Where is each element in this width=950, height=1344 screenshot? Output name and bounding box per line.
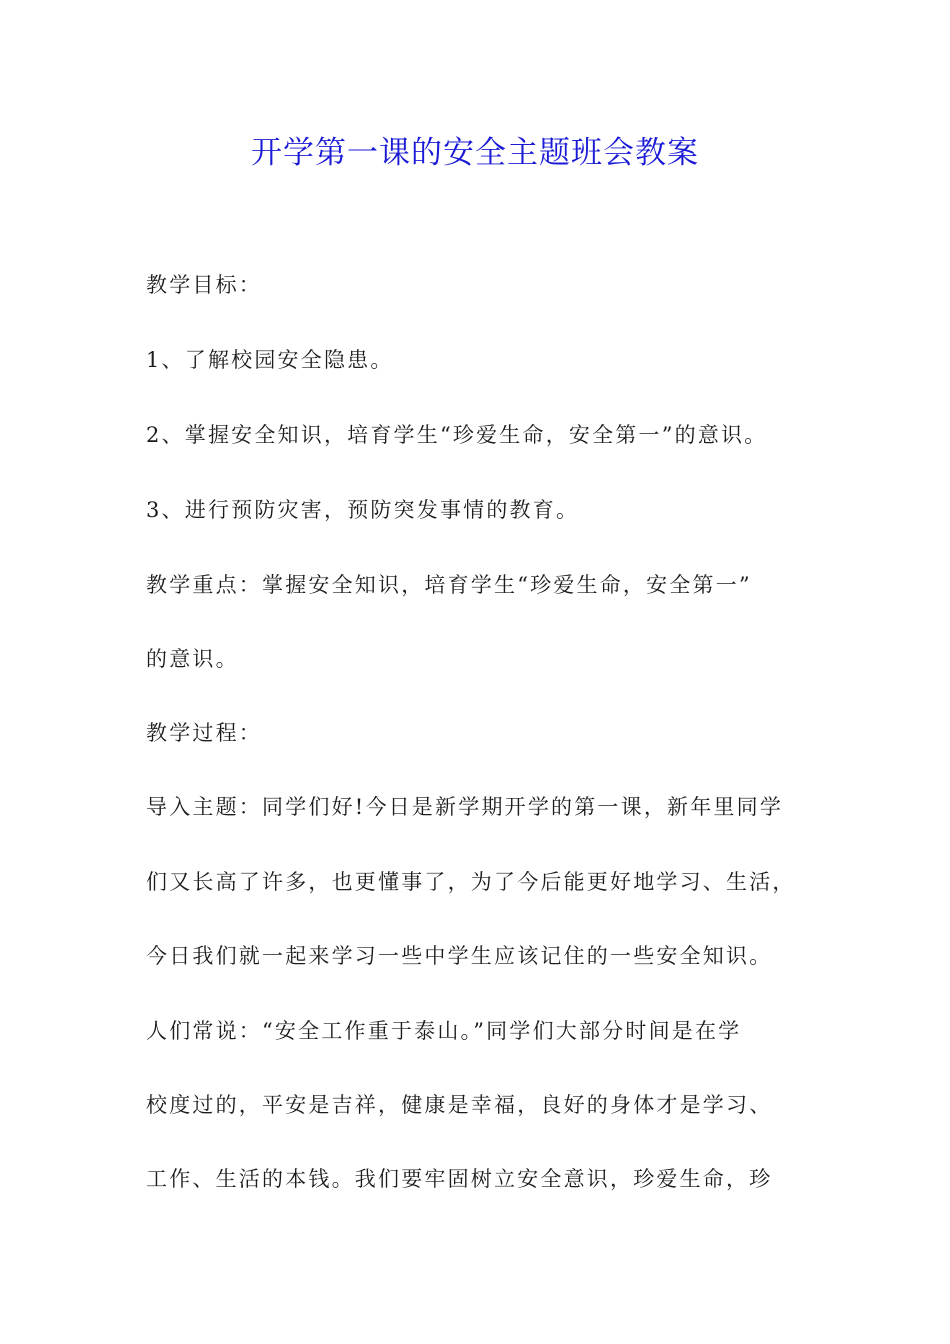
document-title: 开学第一课的安全主题班会教案 [251, 135, 699, 171]
paragraph-line: 人们常说：“安全工作重于泰山。”同学们大部分时间是在学 [146, 1019, 742, 1043]
paragraph-line: 2、掌握安全知识，培育学生“珍爱生命，安全第一”的意识。 [146, 423, 768, 447]
paragraph-line: 校度过的，平安是吉祥，健康是幸福，良好的身体才是学习、 [146, 1093, 773, 1117]
section-heading-teaching-process: 教学过程： [146, 721, 262, 745]
paragraph-line: 教学重点：掌握安全知识，培育学生“珍爱生命，安全第一” [146, 573, 752, 597]
section-heading-teaching-goals: 教学目标： [146, 273, 262, 297]
paragraph-line: 工作、生活的本钱。我们要牢固树立安全意识，珍爱生命，珍 [146, 1167, 773, 1191]
paragraph-line: 的意识。 [146, 647, 239, 671]
paragraph-line: 1、了解校园安全隐患。 [146, 348, 394, 372]
paragraph-line: 3、进行预防灾害，预防突发事情的教育。 [146, 498, 580, 522]
paragraph-line: 今日我们就一起来学习一些中学生应该记住的一些安全知识。 [146, 944, 773, 968]
paragraph-line: 导入主题：同学们好!今日是新学期开学的第一课，新年里同学 [146, 795, 784, 819]
paragraph-line: 们又长高了许多，也更懂事了，为了今后能更好地学习、生活， [146, 870, 796, 894]
